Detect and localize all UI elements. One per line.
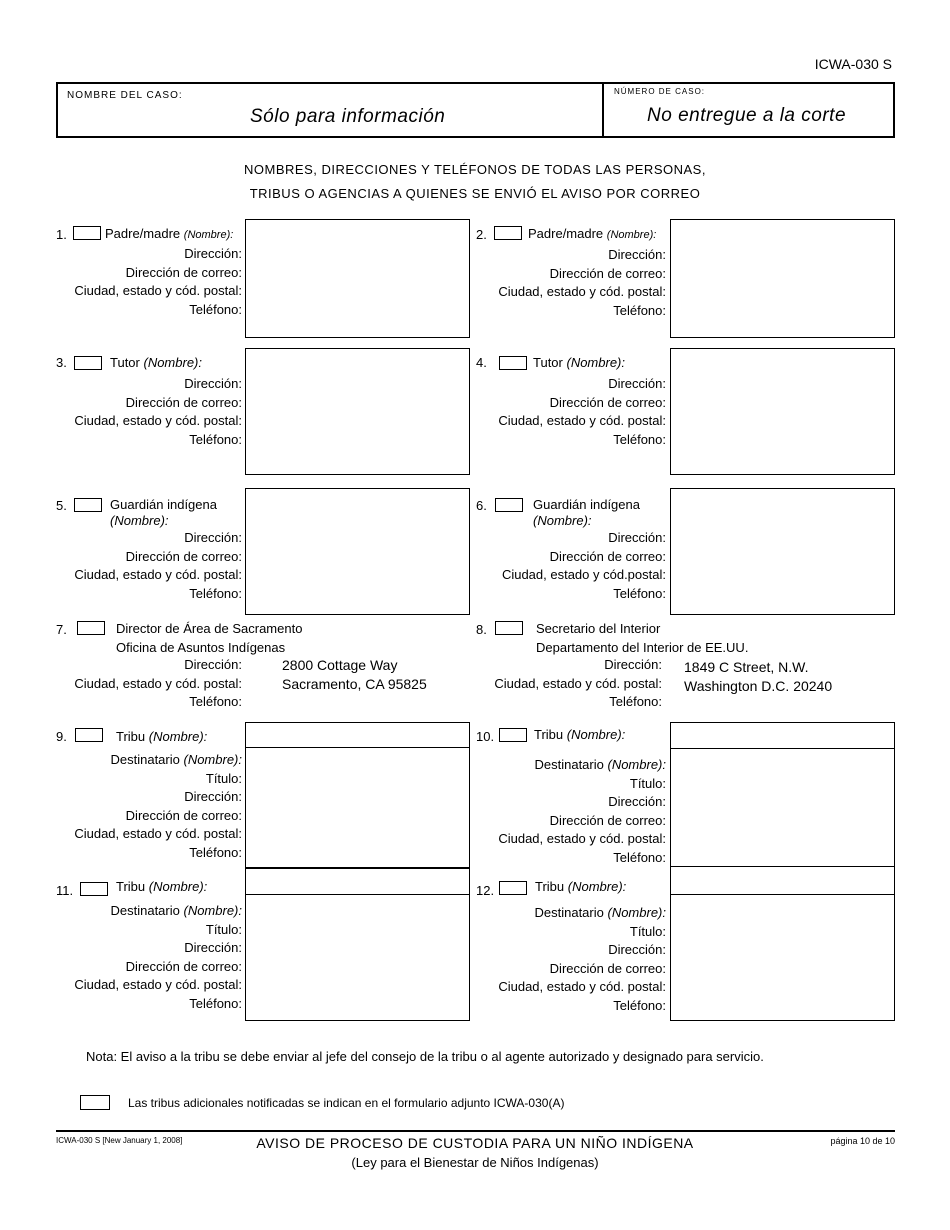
entry-8-ciudad-label: Ciudad, estado y cód. postal: [494, 675, 662, 691]
entry-10-telefono-label: Teléfono: [613, 849, 666, 865]
entry-6-telefono-label: Teléfono: [613, 585, 666, 601]
entry-1-telefono-label: Teléfono: [189, 301, 242, 317]
entry-5-telefono-label: Teléfono: [189, 585, 242, 601]
entry-9-titulo-label: Título: [205, 770, 242, 786]
entry-9-ciudad-label: Ciudad, estado y cód. postal: [74, 826, 242, 841]
entry-9-correo-label: Dirección de correo: [125, 807, 242, 823]
entry-10-nombre: (Nombre): [566, 727, 626, 742]
entry-4-title [533, 355, 625, 370]
entry-10-title [534, 727, 625, 742]
entry-5-number: 5. [56, 498, 67, 513]
section-title-line1: NOMBRES, DIRECCIONES Y TELÉFONOS DE TODAS LAS PERSONAS, [244, 162, 706, 177]
entry-11-title-text: Tribu [116, 879, 146, 894]
entry-11-telefono-label: Teléfono: [189, 995, 242, 1011]
entry-7-address [282, 656, 427, 694]
entry-3-direccion-label: Dirección: [184, 376, 242, 391]
entry-6-correo-label: Dirección de correo: [549, 548, 666, 564]
entry-3-correo-label: Dirección de correo: [125, 394, 242, 410]
entry-11-labels [74, 902, 242, 1013]
entry-8-title-line2: Departamento del Interior de EE.UU. [536, 640, 749, 655]
entry-2-correo-label: Dirección de correo: [549, 265, 666, 281]
entry-6-direccion-label: Dirección: [608, 530, 666, 545]
entry-4-checkbox[interactable] [499, 356, 527, 370]
entry-2-number: 2. [476, 227, 487, 242]
entry-4-ciudad-label: Ciudad, estado y cód. postal: [498, 413, 666, 428]
entry-5-input-box[interactable] [245, 488, 470, 615]
entry-11-direccion-label: Dirección: [184, 940, 242, 955]
footer-subtitle: (Ley para el Bienestar de Niños Indígenas) [351, 1155, 599, 1170]
entry-11-checkbox[interactable] [80, 882, 108, 896]
entry-9-labels [74, 751, 242, 862]
entry-12-input-box[interactable] [670, 894, 895, 1021]
entry-9-nombre: (Nombre): [148, 729, 208, 744]
entry-6-labels [502, 529, 666, 603]
entry-6-title [533, 497, 640, 529]
additional-tribes-text: Las tribus adicionales notificadas se indican en el formulario adjunto ICWA-030(A) [128, 1096, 565, 1110]
entry-12-nombre: (Nombre): [567, 879, 627, 894]
entry-4-labels [498, 375, 666, 449]
entry-6-ciudad-label: Ciudad, estado y cód.postal: [501, 567, 666, 582]
entry-1-title [105, 226, 233, 241]
case-name-label: NOMBRE DEL CASO: [67, 90, 183, 101]
entry-12-title [535, 879, 626, 894]
entry-10-labels [498, 756, 666, 867]
entry-12-telefono-label: Teléfono: [613, 997, 666, 1013]
entry-7-address-line1: 2800 Cottage Way [282, 657, 398, 673]
entry-11-correo-label: Dirección de correo: [125, 958, 242, 974]
entry-10-input-box[interactable] [670, 748, 895, 867]
entry-1-correo-label: Dirección de correo: [125, 264, 242, 280]
entry-10-ciudad-label: Ciudad, estado y cód. postal: [498, 831, 666, 846]
entry-11-title [116, 879, 207, 894]
entry-10-checkbox[interactable] [499, 728, 527, 742]
entry-10-correo-label: Dirección de correo: [549, 812, 666, 828]
entry-5-labels [74, 529, 242, 603]
entry-9-direccion-label: Dirección: [184, 789, 242, 804]
case-number-label: NÚMERO DE CASO: [614, 87, 706, 96]
entry-4-correo-label: Dirección de correo: [549, 394, 666, 410]
entry-12-destinatario-text: Destinatario [534, 905, 604, 920]
entry-7-number: 7. [56, 622, 67, 637]
entry-2-nombre: (Nombre): [606, 229, 657, 241]
entry-12-destinatario-label [498, 904, 666, 923]
entry-8-address [684, 658, 832, 696]
entry-3-checkbox[interactable] [74, 356, 102, 370]
entry-7-checkbox[interactable] [77, 621, 105, 635]
entry-9-number: 9. [56, 729, 67, 744]
entry-3-telefono-label: Teléfono: [189, 431, 242, 447]
entry-12-titulo-label: Título: [629, 923, 666, 939]
entry-6-title-text: Guardián indígena [533, 497, 640, 512]
section-title-line2: TRIBUS O AGENCIAS A QUIENES SE ENVIÓ EL AVISO POR CORREO [249, 186, 701, 201]
entry-5-title [110, 497, 217, 529]
case-number-value[interactable]: No entregue a la corte [647, 105, 847, 126]
entry-4-nombre: (Nombre): [566, 355, 625, 370]
entry-5-direccion-label: Dirección: [184, 530, 242, 545]
entry-9-destinatario-text: Destinatario [110, 752, 180, 767]
entry-9-title-text: Tribu [116, 729, 146, 744]
footer-form-code: ICWA-030 S [New January 1, 2008] [56, 1136, 183, 1145]
entry-9-tribe-box[interactable] [245, 722, 470, 748]
entry-8-checkbox[interactable] [495, 621, 523, 635]
form-id: ICWA-030 S [814, 56, 892, 72]
entry-7-address-line2: Sacramento, CA 95825 [282, 676, 427, 692]
header-divider [602, 84, 604, 136]
entry-7-title-line2: Oficina de Asuntos Indígenas [116, 640, 286, 655]
entry-6-number: 6. [476, 498, 487, 513]
entry-5-title-text: Guardián indígena [110, 497, 217, 512]
entry-3-input-box[interactable] [245, 348, 470, 475]
entry-2-direccion-label: Dirección: [608, 247, 666, 262]
entry-12-checkbox[interactable] [499, 881, 527, 895]
entry-6-input-box[interactable] [670, 488, 895, 615]
entry-10-titulo-label: Título: [629, 775, 666, 791]
footer-page-number: página 10 de 10 [830, 1136, 895, 1146]
footer-rule [56, 1130, 895, 1132]
entry-4-input-box[interactable] [670, 348, 895, 475]
entry-7-title-line1: Director de Área de Sacramento [116, 621, 303, 636]
entry-11-destinatario-label [74, 902, 242, 921]
entry-9-dest-nombre: (Nombre): [183, 752, 242, 767]
entry-11-tribe-box[interactable] [245, 868, 470, 895]
entry-7-labels [74, 656, 242, 712]
entry-1-nombre: (Nombre): [183, 229, 234, 241]
entry-8-address-line2: Washington D.C. 20240 [684, 678, 833, 694]
case-name-value[interactable]: Sólo para información [250, 106, 446, 127]
entry-1-labels [74, 245, 242, 319]
entry-5-ciudad-label: Ciudad, estado y cód. postal: [74, 567, 242, 582]
entry-11-dest-nombre: (Nombre): [183, 903, 242, 918]
entry-10-destinatario-label [498, 756, 666, 775]
entry-2-telefono-label: Teléfono: [613, 302, 666, 318]
entry-3-ciudad-label: Ciudad, estado y cód. postal: [74, 413, 242, 428]
entry-11-number: 11. [56, 883, 74, 898]
entry-4-telefono-label: Teléfono: [613, 431, 666, 447]
entry-12-labels [498, 904, 666, 1015]
entry-2-checkbox[interactable] [494, 226, 522, 240]
entry-11-input-box[interactable] [245, 894, 470, 1021]
entry-8-address-line1: 1849 C Street, N.W. [684, 659, 809, 675]
entry-1-ciudad-label: Ciudad, estado y cód. postal: [74, 283, 242, 298]
entry-11-ciudad-label: Ciudad, estado y cód. postal: [74, 977, 242, 992]
entry-4-number: 4. [476, 355, 487, 370]
entry-9-title [116, 729, 207, 744]
entry-9-checkbox[interactable] [75, 728, 103, 742]
entry-4-title-text: Tutor [533, 355, 563, 370]
entry-11-titulo-label: Título: [205, 921, 242, 937]
entry-12-title-text: Tribu [535, 879, 565, 894]
entry-5-checkbox[interactable] [74, 498, 102, 512]
entry-11-nombre: (Nombre): [148, 879, 208, 894]
entry-8-telefono-label: Teléfono: [609, 694, 662, 709]
entry-2-title [528, 226, 656, 241]
entry-6-checkbox[interactable] [495, 498, 523, 512]
entry-10-tribe-box[interactable] [670, 722, 895, 749]
entry-7-title [116, 619, 302, 657]
entry-9-telefono-label: Teléfono: [189, 844, 242, 860]
entry-10-destinatario-text: Destinatario [534, 757, 604, 772]
entry-1-direccion-label: Dirección: [184, 246, 242, 261]
entry-2-input-box[interactable] [670, 219, 895, 338]
entry-11-destinatario-text: Destinatario [110, 903, 180, 918]
entry-7-telefono-label: Teléfono: [189, 694, 242, 709]
entry-10-title-text: Tribu [534, 727, 564, 742]
entry-4-direccion-label: Dirección: [608, 376, 666, 391]
entry-7-ciudad-label: Ciudad, estado y cód. postal: [74, 675, 242, 691]
entry-12-number: 12. [476, 883, 495, 898]
entry-12-dest-nombre: (Nombre): [607, 905, 666, 920]
entry-8-number: 8. [476, 622, 487, 637]
entry-6-nombre: (Nombre): [533, 513, 592, 528]
entry-8-labels [494, 656, 662, 712]
entry-3-number: 3. [56, 355, 67, 370]
entry-12-ciudad-label: Ciudad, estado y cód. postal: [498, 979, 666, 994]
entry-8-title [536, 619, 748, 657]
entry-12-correo-label: Dirección de correo: [549, 960, 666, 976]
entry-8-title-line1: Secretario del Interior [536, 621, 661, 636]
entry-7-direccion-label: Dirección: [184, 657, 242, 672]
entry-2-title-text: Padre/madre [528, 226, 604, 241]
footer-title: AVISO DE PROCESO DE CUSTODIA PARA UN NIÑO INDÍGENA [256, 1135, 694, 1151]
entry-9-destinatario-label [74, 751, 242, 770]
entry-1-title-text: Padre/madre [105, 226, 181, 241]
entry-9-input-box[interactable] [245, 747, 470, 868]
entry-3-labels [74, 375, 242, 449]
entry-8-direccion-label: Dirección: [604, 657, 662, 672]
entry-10-direccion-label: Dirección: [608, 794, 666, 809]
entry-3-nombre: (Nombre): [143, 355, 202, 370]
entry-5-correo-label: Dirección de correo: [125, 548, 242, 564]
entry-10-dest-nombre: (Nombre): [607, 757, 666, 772]
entry-2-labels [498, 246, 666, 320]
entry-10-number: 10. [476, 729, 495, 744]
additional-tribes-checkbox[interactable] [80, 1095, 110, 1110]
entry-12-tribe-box[interactable] [670, 866, 895, 895]
entry-1-number: 1. [56, 227, 67, 242]
entry-1-input-box[interactable] [245, 219, 470, 338]
entry-1-checkbox[interactable] [73, 226, 101, 240]
entry-12-direccion-label: Dirección: [608, 942, 666, 957]
entry-3-title [110, 355, 202, 370]
entry-2-ciudad-label: Ciudad, estado y cód. postal: [498, 284, 666, 299]
entry-5-nombre: (Nombre): [110, 513, 169, 528]
tribe-notice-note: Nota: El aviso a la tribu se debe enviar al jefe del consejo de la tribu o al agente autorizado y designado para servicio. [86, 1049, 764, 1064]
entry-3-title-text: Tutor [110, 355, 140, 370]
